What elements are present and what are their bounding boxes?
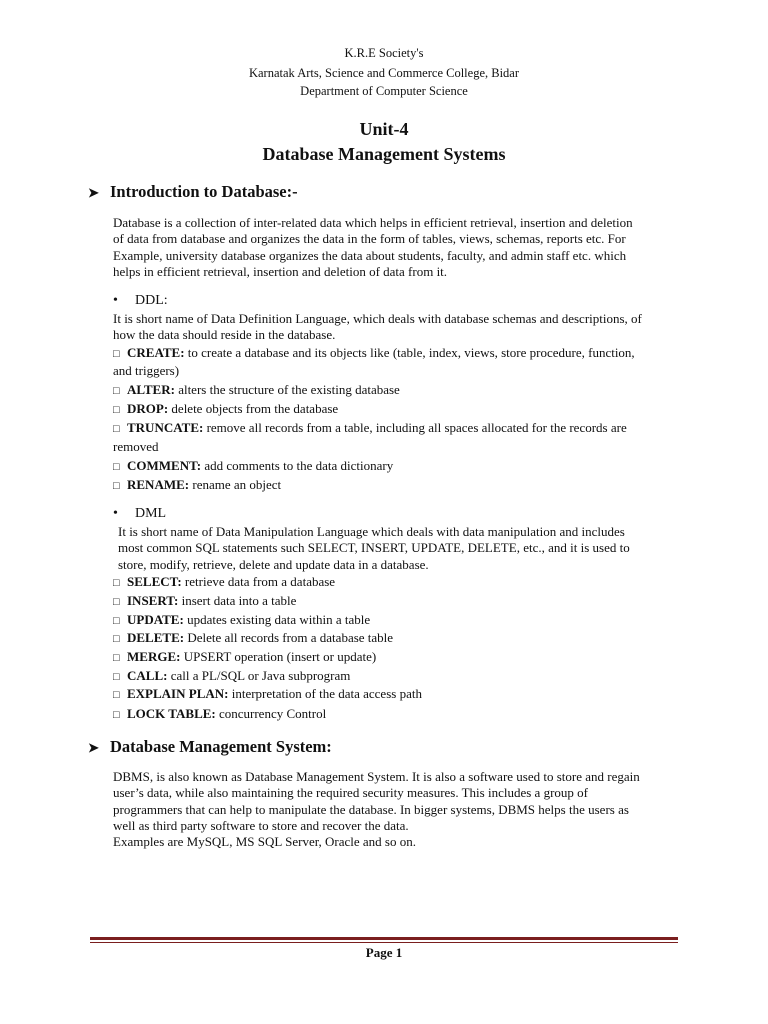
box-bullet-icon: □ [113,461,120,473]
text-line: of data from database and organizes the data in the form of tables, views, schemas, reports etc. For [113,231,626,247]
box-bullet-icon: □ [113,348,120,360]
dml-item-delete: □ DELETE: Delete all records from a database table [113,628,683,649]
subject-title: Database Management Systems [262,144,506,164]
footer-rule-thin [90,942,678,943]
text-line: DBMS, is also known as Database Management System. It is also a software used to store and regain [113,769,640,784]
bullet-dot-icon: • [113,506,118,521]
intro-paragraph [113,215,683,280]
society-name: K.R.E Society's [344,46,424,60]
box-bullet-icon: □ [113,385,120,397]
section-dbms [88,737,332,757]
ddl-item-truncate-cont: removed [113,439,159,454]
dbms-paragraph [113,769,683,850]
arrow-bullet-icon: ➤ [88,740,99,755]
box-bullet-icon: □ [113,671,120,683]
text-line: well as third party software to store and recover the data. [113,817,409,833]
text-line: how the data should reside in the database. [113,327,336,343]
ddl-heading: • DDL: [113,293,168,308]
ddl-item-create-cont: and triggers) [113,363,180,378]
bullet-dot-icon: • [113,293,118,308]
dml-item-merge: □ MERGE: UPSERT operation (insert or update) [113,647,683,668]
dml-item-update: □ UPDATE: updates existing data within a table [113,610,683,631]
text-line: most common SQL statements such SELECT, INSERT, UPDATE, DELETE, etc., and it is used to [118,540,630,556]
department-name: Department of Computer Science [300,84,468,98]
ddl-item-drop: □ DROP: delete objects from the database [113,399,683,420]
text-line: user’s data, while also maintaining the required security measures. This includes a group of [113,785,588,801]
text-line: It is short name of Data Definition Language, which deals with database schemas and descriptions, of [113,311,642,326]
box-bullet-icon: □ [113,689,120,701]
box-bullet-icon: □ [113,652,120,664]
college-name: Karnatak Arts, Science and Commerce College, Bidar [248,66,520,80]
dml-description [118,524,688,573]
text-line: It is short name of Data Manipulation Language which deals with data manipulation and includes [118,524,625,539]
text-line: helps in efficient retrieval, insertion and deletion of data from it. [113,263,448,279]
ddl-item-comment: □ COMMENT: add comments to the data dictionary [113,456,683,477]
dml-item-call: □ CALL: call a PL/SQL or Java subprogram [113,666,683,687]
dml-item-insert: □ INSERT: insert data into a table [113,591,683,612]
section-heading: Introduction to Database:- [110,182,298,201]
arrow-bullet-icon: ➤ [88,185,99,200]
dml-heading: • DML [113,506,167,521]
text-line: store, modify, retrieve, delete and update data in a database. [118,556,429,572]
dml-item-explain-plan: □ EXPLAIN PLAN: interpretation of the data access path [113,684,683,705]
ddl-description [113,311,683,344]
box-bullet-icon: □ [113,615,120,627]
ddl-item-alter: □ ALTER: alters the structure of the existing database [113,380,683,401]
box-bullet-icon: □ [113,577,120,589]
dml-item-lock-table: □ LOCK TABLE: concurrency Control [113,704,683,725]
box-bullet-icon: □ [113,423,120,435]
text-line: Example, university database organizes the data about students, faculty, and admin staff etc. which [113,247,627,263]
text-line: Database is a collection of inter-related data which helps in efficient retrieval, insertion and deletion [113,215,633,230]
section-heading: Database Management System: [110,737,332,756]
box-bullet-icon: □ [113,404,120,416]
dml-item-select: □ SELECT: retrieve data from a database [113,572,683,593]
unit-title: Unit-4 [359,119,409,139]
box-bullet-icon: □ [113,633,120,645]
ddl-item-rename: □ RENAME: rename an object [113,475,683,496]
text-line: Examples are MySQL, MS SQL Server, Oracle and so on. [113,834,416,850]
ddl-item-truncate: □ TRUNCATE: remove all records from a table, including all spaces allocated for the records are [113,418,683,439]
text-line: programmers that can help to manipulate the database. In bigger systems, DBMS helps the users as [113,801,629,817]
page-number: Page 1 [365,945,403,960]
footer-rule-thick [90,937,678,940]
box-bullet-icon: □ [113,709,120,721]
box-bullet-icon: □ [113,596,120,608]
box-bullet-icon: □ [113,480,120,492]
section-introduction [88,182,298,202]
ddl-item-create: □ CREATE: to create a database and its objects like (table, index, views, store procedure, function, [113,343,683,364]
